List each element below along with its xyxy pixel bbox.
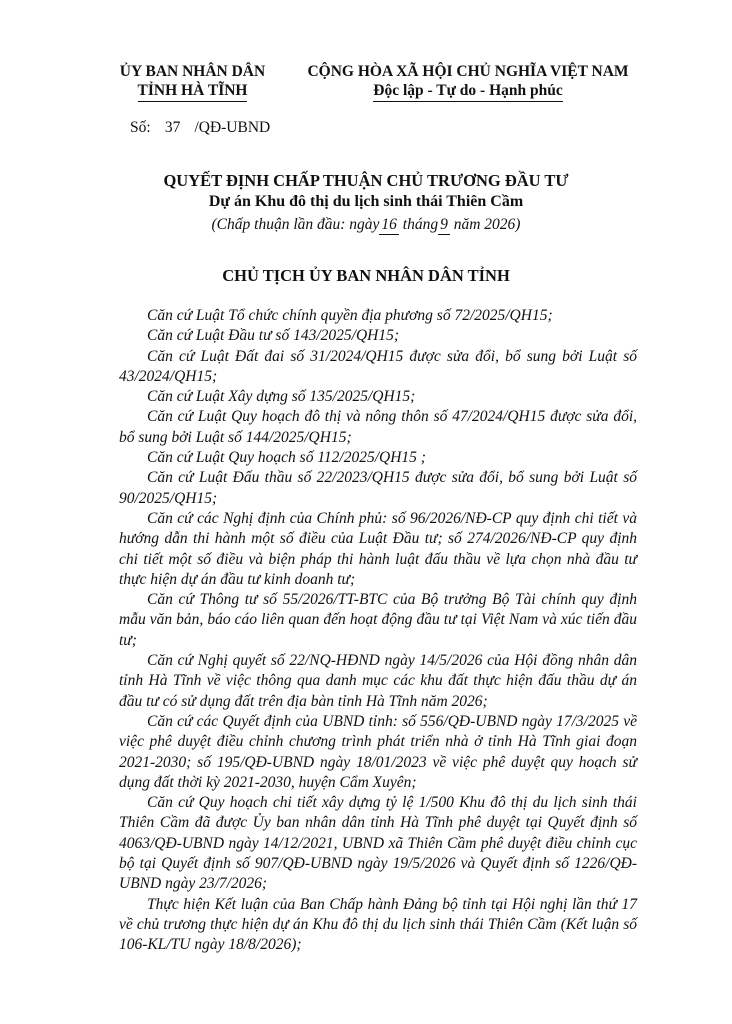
basis-paragraph: Căn cứ Thông tư số 55/2026/TT-BTC của Bộ trưởng Bộ Tài chính quy định mẫu văn bản, báo cáo liên quan đến hoạt động đầu tư tại Việt Nam và xúc tiến đầu tư;: [119, 591, 637, 649]
basis-paragraph: Căn cứ Luật Quy hoạch số 112/2025/QH15 ;: [147, 449, 426, 467]
issuer-title: CHỦ TỊCH ỦY BAN NHÂN DÂN TỈNH: [222, 266, 510, 285]
basis-paragraph: Căn cứ Nghị quyết số 22/NQ-HĐND ngày 14/5/2026 của Hội đồng nhân dân tỉnh Hà Tĩnh về việc thông qua danh mục các khu đất thực hiện đấu thầu dự án đầu tư có sử dụng đất trên địa bàn tỉnh Hà Tĩnh năm 2026;: [119, 652, 637, 710]
legal-basis: [119, 306, 637, 956]
basis-paragraph: Căn cứ Luật Đất đai số 31/2024/QH15 được sửa đổi, bổ sung bởi Luật số 43/2024/QH15;: [119, 347, 637, 385]
doc-no-suffix: /QĐ-UBND: [194, 119, 271, 136]
approval-date: [0, 216, 732, 235]
approval-day: 16: [381, 216, 397, 233]
basis-paragraph: Căn cứ Quy hoạch chi tiết xây dựng tỷ lệ 1/500 Khu đô thị du lịch sinh thái Thiên Cầm đã được Ủy ban nhân dân tỉnh Hà Tĩnh phê duyệt tại Quyết định số 4063/QĐ-UBND ngày 14/12/2021, UBND xã Thiên Cầm phê duyệt điều chỉnh cục bộ tại Quyết định số 907/QĐ-UBND ngày 19/5/2026 và Quyết định số 1226/QĐ-UBND ngày 23/7/2026;: [119, 794, 637, 893]
project-name: Dự án Khu đô thị du lịch sinh thái Thiên Cầm: [208, 193, 524, 210]
doc-no-prefix: Số:: [130, 119, 151, 136]
basis-paragraph: Căn cứ Luật Đầu tư số 143/2025/QH15;: [147, 327, 399, 345]
basis-paragraph: Căn cứ các Quyết định của UBND tỉnh: số 556/QĐ-UBND ngày 17/3/2025 về việc phê duyệt điều chỉnh chương trình phát triển nhà ở tỉnh Hà Tĩnh giai đoạn 2021-2030; số 195/QĐ-UBND ngày 18/01/2023 về việc phê duyệt quy hoạch sử dụng đất thời kỳ 2021-2030, huyện Cẩm Xuyên;: [119, 712, 637, 791]
decision-title: QUYẾT ĐỊNH CHẤP THUẬN CHỦ TRƯƠNG ĐẦU TƯ: [163, 171, 569, 190]
basis-paragraph: Căn cứ Luật Xây dựng số 135/2025/QH15;: [147, 388, 416, 406]
basis-paragraph: Căn cứ Luật Quy hoạch đô thị và nông thôn số 47/2024/QH15 được sửa đổi, bổ sung bởi Luật số 144/2025/QH15;: [119, 408, 637, 446]
basis-paragraph: Căn cứ Luật Đấu thầu số 22/2023/QH15 được sửa đổi, bổ sung bởi Luật số 90/2025/QH15;: [119, 469, 637, 507]
country-name: CỘNG HÒA XÃ HỘI CHỦ NGHĨA VIỆT NAM: [307, 63, 629, 80]
national-header: [296, 62, 640, 102]
doc-no-value: 37: [164, 119, 181, 136]
document-number: [130, 119, 270, 137]
approval-prefix: (Chấp thuận lần đầu: ngày: [211, 216, 380, 233]
approval-suffix: năm 2026): [453, 216, 521, 233]
agency-line-1: ỦY BAN NHÂN DÂN: [119, 63, 266, 80]
basis-paragraph: Thực hiện Kết luận của Ban Chấp hành Đảng bộ tỉnh tại Hội nghị lần thứ 17 về chủ trương thực hiện dự án Khu đô thị du lịch sinh thái Thiên Cầm (Kết luận số 106-KL/TU ngày 18/8/2026);: [119, 895, 637, 954]
agency-line-2: TỈNH HÀ TĨNH: [138, 81, 248, 102]
basis-paragraph: Căn cứ Luật Tổ chức chính quyền địa phương số 72/2025/QH15;: [147, 307, 553, 324]
approval-month: 9: [440, 216, 448, 233]
basis-paragraph: Căn cứ các Nghị định của Chính phủ: số 96/2026/NĐ-CP quy định chi tiết và hướng dẫn thi hành một số điều của Luật Đầu tư; số 274/2026/NĐ-CP quy định chi tiết một số điều và biện pháp thi hành luật đấu thầu về lựa chọn nhà đầu tư thực hiện dự án đầu tư kinh doanh tư;: [119, 509, 637, 588]
national-motto: Độc lập - Tự do - Hạnh phúc: [373, 81, 562, 102]
approval-month-label: tháng: [402, 216, 439, 233]
issuing-agency: [110, 62, 275, 102]
